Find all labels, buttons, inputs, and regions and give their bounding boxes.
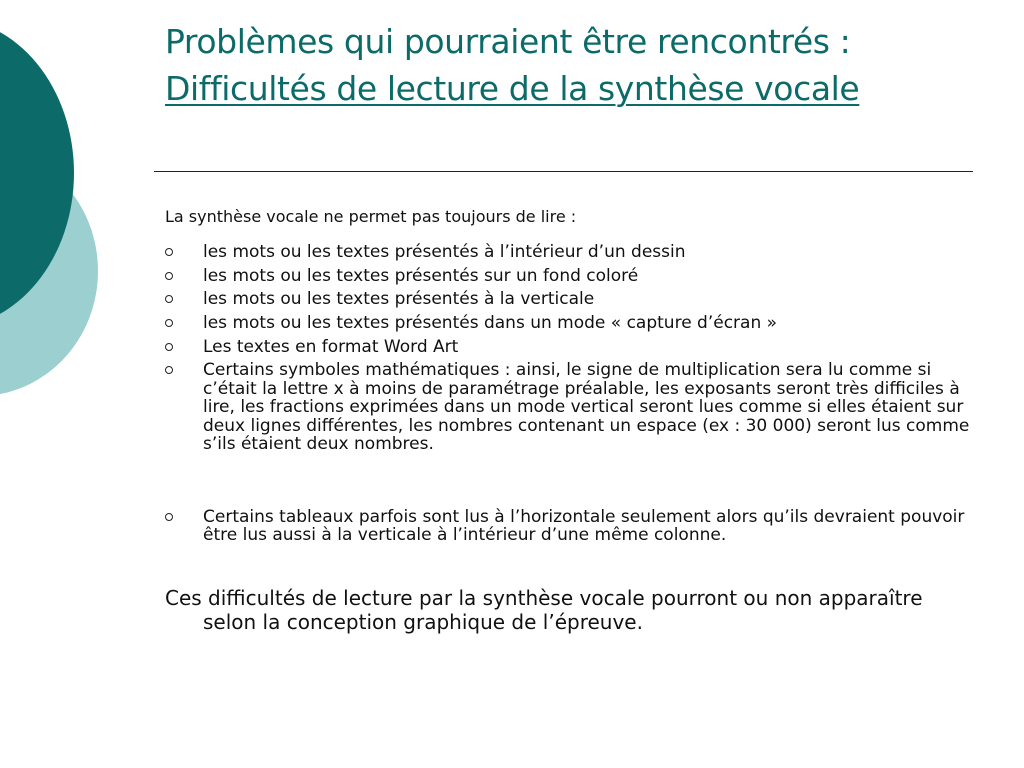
circle-bullet-icon — [165, 343, 173, 351]
circle-bullet-icon — [165, 513, 173, 521]
list-item — [165, 338, 970, 357]
list-item — [165, 290, 970, 309]
list-item — [165, 508, 970, 545]
list-item — [165, 243, 970, 262]
bullet-list — [165, 243, 970, 545]
circle-bullet-icon — [165, 295, 173, 303]
circle-bullet-icon — [165, 248, 173, 256]
list-item — [165, 267, 970, 286]
conclusion-text: Ces difficultés de lecture par la synthèse vocale pourront ou non apparaître selon la conception graphique de l’épreuve. — [165, 586, 923, 635]
list-item-text: les mots ou les textes présentés à l’intérieur d’un dessin — [203, 242, 686, 262]
intro-text: La synthèse vocale ne permet pas toujours de lire : — [165, 207, 577, 226]
list-item-text: les mots ou les textes présentés dans un mode « capture d’écran » — [203, 313, 778, 334]
slide-body — [165, 205, 970, 634]
list-item — [165, 314, 970, 333]
title-line-2: Difficultés de lecture de la synthèse vocale — [165, 69, 860, 108]
list-item — [165, 361, 970, 454]
list-item-text: Les textes en format Word Art — [203, 336, 459, 357]
title-divider — [154, 171, 973, 172]
circle-bullet-icon — [165, 366, 173, 374]
circle-bullet-icon — [165, 319, 173, 327]
title-line-1: Problèmes qui pourraient être rencontrés : — [165, 22, 851, 61]
list-item-text: Certains tableaux parfois sont lus à l’horizontale seulement alors qu’ils devraient pouvoir être lus aussi à la verticale à l’intérieur d’une même colonne. — [203, 506, 965, 546]
slide-title — [165, 18, 985, 112]
list-item-text: les mots ou les textes présentés sur un fond coloré — [203, 265, 639, 286]
list-item-text: Certains symboles mathématiques : ainsi, le signe de multiplication sera lu comme si c’était la lettre x à moins de paramétrage préalable, les exposants seront très difficiles à lire, les fractions exprimées dans un mode vertical seront lues comme si elles étaient sur deux lignes différentes, les nombres contenant un espace (ex : 30 000) seront lus comme s’ils étaient deux nombres. — [203, 360, 970, 455]
circle-bullet-icon — [165, 272, 173, 280]
list-item-text: les mots ou les textes présentés à la verticale — [203, 289, 595, 310]
